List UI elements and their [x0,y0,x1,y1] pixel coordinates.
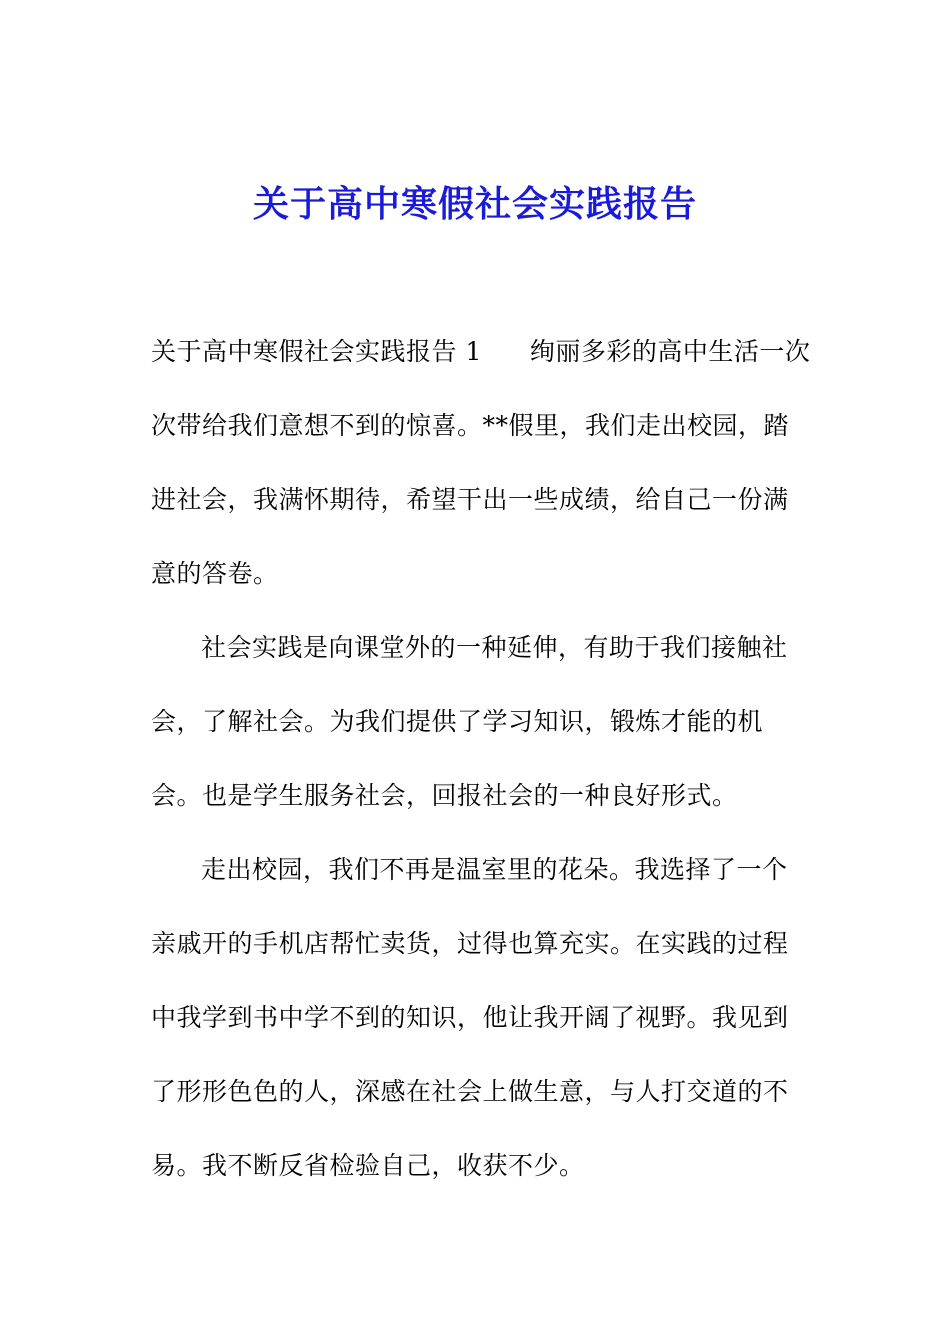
paragraph-1-line-1 [151,330,811,404]
document-body [151,330,811,1218]
paragraph-1-line-1-text: 绚丽多彩的高中生活一次 [529,337,811,366]
paragraph-2-line-3: 会。也是学生服务社会，回报社会的一种良好形式。 [151,781,738,810]
paragraph-2-line-2: 会，了解社会。为我们提供了学习知识，锻炼才能的机 [151,707,764,736]
paragraph-3-line-4: 了形形色色的人，深感在社会上做生意，与人打交道的不 [151,1077,789,1106]
paragraph-1-line-3: 进社会，我满怀期待，希望干出一些成绩，给自己一份满 [151,485,789,514]
paragraph-1-line-2: 次带给我们意想不到的惊喜。**假里，我们走出校园，踏 [151,411,790,440]
paragraph-1-line-4: 意的答卷。 [151,559,279,588]
document-title: 关于高中寒假社会实践报告 [252,183,697,225]
paragraph-1-heading: 关于高中寒假社会实践报告 1 [151,337,482,366]
paragraph-3-line-2: 亲戚开的手机店帮忙卖货，过得也算充实。在实践的过程 [151,929,789,958]
paragraph-3-line-3: 中我学到书中学不到的知识，他让我开阔了视野。我见到 [151,1003,789,1032]
paragraph-2-line-1: 社会实践是向课堂外的一种延伸，有助于我们接触社 [201,633,788,662]
paragraph-3-line-1: 走出校园，我们不再是温室里的花朵。我选择了一个 [201,855,788,884]
paragraph-3-line-5: 易。我不断反省检验自己，收获不少。 [151,1151,585,1180]
